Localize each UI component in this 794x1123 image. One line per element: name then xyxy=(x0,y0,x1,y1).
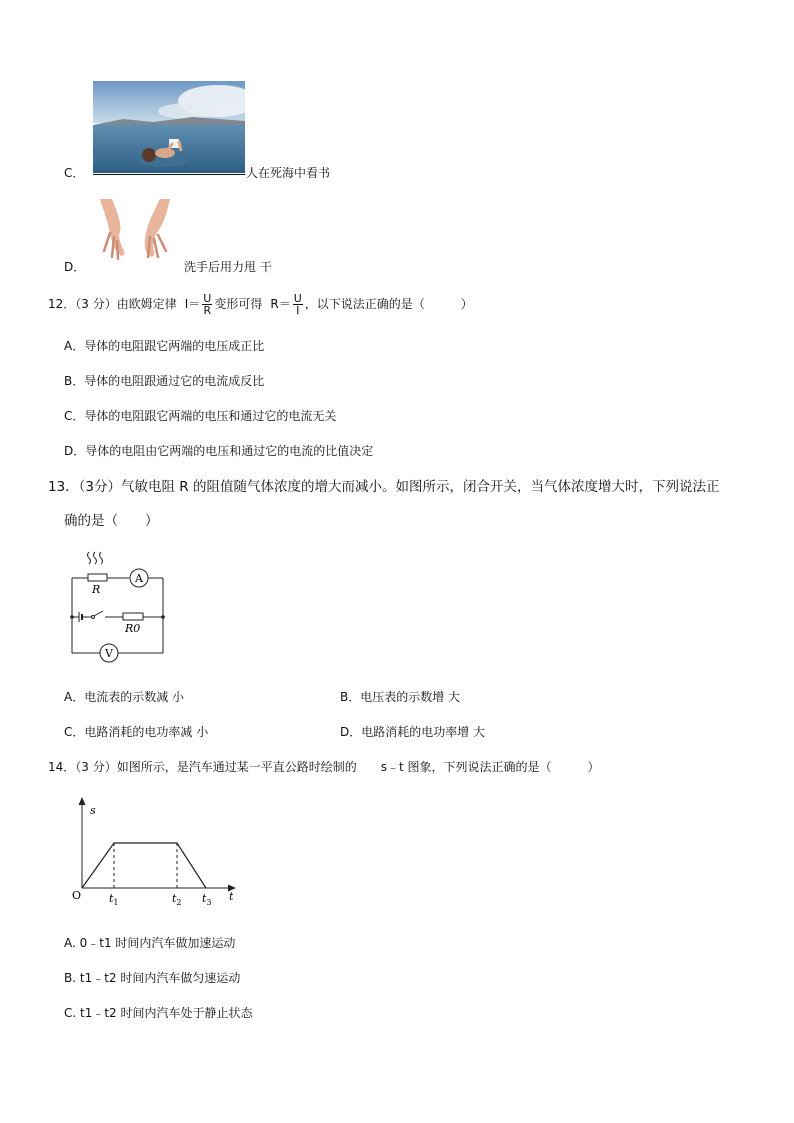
q12-option-a: A．导体的电阻跟它两端的电压成正比 xyxy=(64,339,265,353)
q12-option-b: B．导体的电阻跟通过它的电流成反比 xyxy=(64,374,265,388)
q12-stem xyxy=(48,289,473,319)
q12-mid: 变形可得 xyxy=(214,297,263,311)
q14-option-a: A. 0﹣t1 时间内汽车做加速运动 xyxy=(64,936,236,950)
y-axis-label: s xyxy=(90,804,96,817)
q14-stem: 14．（3 分）如图所示，是汽车通过某一平直公路时绘制的 s﹣t 图象，下列说法正确的是（ ） xyxy=(48,760,600,774)
q12-formula1-num: U xyxy=(203,291,212,305)
q12-suffix: ，以下说法正确的是（ ） xyxy=(304,297,473,311)
q13-option-a: A．电流表的示数减 小 xyxy=(64,690,185,704)
x-axis-label: t xyxy=(229,890,234,903)
resistor-r-label: R xyxy=(92,583,101,596)
q12-formula1-fraction xyxy=(202,293,212,316)
q12-formula2-den: I xyxy=(296,303,300,317)
q14-st-graph xyxy=(66,795,242,910)
t2-label: $t_2$ xyxy=(172,892,182,907)
q12-prefix: 12．（3 分）由欧姆定律 xyxy=(48,297,177,311)
q11-option-d-label: D． xyxy=(64,260,86,274)
q14-option-c: C. t1﹣t2 时间内汽车处于静止状态 xyxy=(64,1006,253,1020)
q12-formula1-lhs: I＝ xyxy=(184,297,201,311)
hands-photo xyxy=(90,197,184,261)
q12-formula1-den: R xyxy=(203,303,212,317)
resistor-r0-label: R0 xyxy=(125,622,141,635)
q11-option-d-text: 洗手后用力甩 干 xyxy=(184,260,272,274)
q13-option-d: D．电路消耗的电功率增 大 xyxy=(340,725,486,739)
q11-option-c-label: C． xyxy=(64,166,85,180)
underline xyxy=(93,174,245,175)
q12-option-d: D．导体的电阻由它两端的电压和通过它的电流的比值决定 xyxy=(64,444,374,458)
origin-label: O xyxy=(72,889,82,902)
q13-circuit-diagram xyxy=(62,548,174,666)
q11-option-c-text: 人在死海中看书 xyxy=(246,166,331,180)
t1-label: $t_1$ xyxy=(109,892,119,907)
q13-stem-line2: 确的是（ ） xyxy=(64,513,159,529)
dead-sea-photo xyxy=(93,81,245,173)
q14-option-b: B. t1﹣t2 时间内汽车做匀速运动 xyxy=(64,971,241,985)
q12-formula2-num: U xyxy=(293,291,302,305)
q12-formula2-fraction xyxy=(293,293,303,316)
voltmeter-label: V xyxy=(105,647,113,660)
q13-option-c: C．电路消耗的电功率减 小 xyxy=(64,725,209,739)
q12-formula2-lhs: R＝ xyxy=(270,297,291,311)
q12-option-c: C．导体的电阻跟它两端的电压和通过它的电流无关 xyxy=(64,409,337,423)
q13-stem-line1: 13．（3分）气敏电阻 R 的阻值随气体浓度的增大而减小。如图所示，闭合开关，当气体浓度增大时，下列说法正 xyxy=(48,479,720,495)
t3-label: $t_3$ xyxy=(202,892,212,907)
q13-option-b: B．电压表的示数增 大 xyxy=(340,690,461,704)
ammeter-label: A xyxy=(135,572,143,585)
